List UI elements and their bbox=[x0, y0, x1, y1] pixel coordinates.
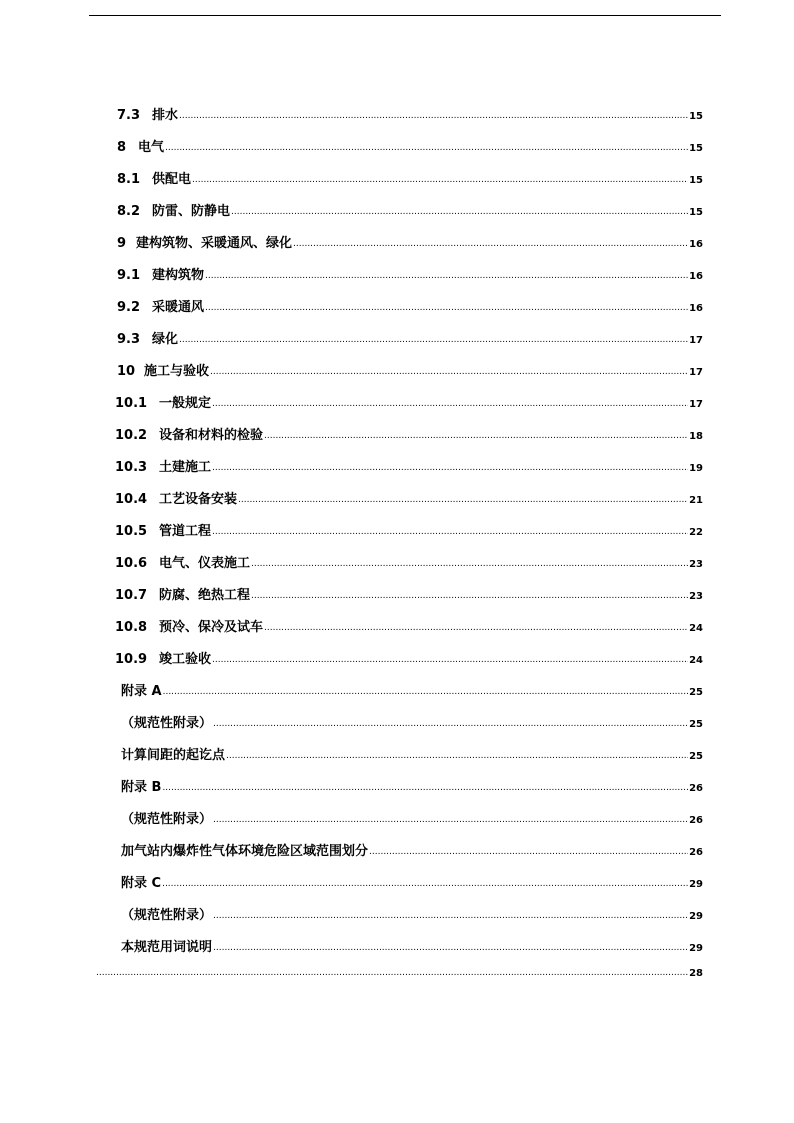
toc-dot-leader bbox=[212, 527, 688, 537]
toc-entry-number: 7.3 bbox=[117, 108, 141, 123]
toc-entry[interactable] bbox=[95, 968, 703, 990]
toc-entry-page: 16 bbox=[689, 271, 703, 282]
toc-entry-number: 10 bbox=[117, 364, 136, 379]
toc-entry[interactable] bbox=[117, 360, 703, 382]
toc-entry-page: 24 bbox=[689, 655, 703, 666]
toc-entry[interactable] bbox=[115, 520, 703, 542]
toc-entry-number: 10.3 bbox=[115, 460, 148, 475]
toc-entry-title: 供配电 bbox=[152, 172, 192, 187]
toc-entry[interactable] bbox=[115, 552, 703, 574]
toc-entry-page: 25 bbox=[689, 751, 703, 762]
toc-entry-title: 本规范用词说明 bbox=[121, 940, 213, 955]
toc-dot-leader bbox=[205, 303, 688, 313]
toc-entry-title: 建构筑物、采暖通风、绿化 bbox=[136, 236, 293, 251]
toc-entry-title: 电气、仪表施工 bbox=[159, 556, 251, 571]
toc-entry-title: 工艺设备安装 bbox=[159, 492, 238, 507]
toc-entry-page: 24 bbox=[689, 623, 703, 634]
toc-dot-leader bbox=[264, 623, 688, 633]
toc-entry[interactable] bbox=[121, 680, 703, 702]
toc-entry[interactable] bbox=[117, 200, 703, 222]
toc-entry-number: 10.9 bbox=[115, 652, 148, 667]
toc-entry-title: （规范性附录） bbox=[121, 908, 213, 923]
toc-entry[interactable] bbox=[117, 264, 703, 286]
toc-entry-title: 防腐、绝热工程 bbox=[159, 588, 251, 603]
toc-entry-page: 15 bbox=[689, 143, 703, 154]
toc-entry-title: 排水 bbox=[152, 108, 179, 123]
toc-entry-title: 竣工验收 bbox=[159, 652, 212, 667]
toc-entry[interactable] bbox=[121, 712, 703, 734]
toc-entry-page: 15 bbox=[689, 175, 703, 186]
toc-dot-leader bbox=[213, 943, 688, 953]
toc-entry[interactable] bbox=[117, 232, 703, 254]
toc-entry-number: 10.8 bbox=[115, 620, 148, 635]
toc-entry-page: 22 bbox=[689, 527, 703, 538]
toc-entry[interactable] bbox=[115, 616, 703, 638]
toc-dot-leader bbox=[179, 111, 688, 121]
toc-dot-leader bbox=[165, 143, 688, 153]
toc-entry-page: 25 bbox=[689, 687, 703, 698]
toc-dot-leader bbox=[212, 463, 688, 473]
toc-dot-leader bbox=[231, 207, 688, 217]
toc-entry-title: 预冷、保冷及试车 bbox=[159, 620, 264, 635]
toc-entry[interactable] bbox=[115, 392, 703, 414]
toc-entry-number: 9.2 bbox=[117, 300, 141, 315]
toc-entry-title: 设备和材料的检验 bbox=[159, 428, 264, 443]
toc-entry-title: 管道工程 bbox=[159, 524, 212, 539]
toc-dot-leader bbox=[162, 879, 688, 889]
toc-dot-leader bbox=[179, 335, 688, 345]
toc-dot-leader bbox=[162, 783, 688, 793]
toc-entry-number: 8.1 bbox=[117, 172, 141, 187]
toc-entry-title: （规范性附录） bbox=[121, 812, 213, 827]
toc-entry-page: 19 bbox=[689, 463, 703, 474]
toc-entry[interactable] bbox=[115, 424, 703, 446]
header-rule bbox=[89, 15, 721, 16]
toc-entry[interactable] bbox=[117, 104, 703, 126]
toc-entry[interactable] bbox=[117, 136, 703, 158]
toc-entry-number: 9.1 bbox=[117, 268, 141, 283]
toc-entry-number: 10.1 bbox=[115, 396, 148, 411]
toc-entry-page: 23 bbox=[689, 559, 703, 570]
toc-entry-title: 计算间距的起讫点 bbox=[121, 748, 226, 763]
toc-entry-page: 29 bbox=[689, 943, 703, 954]
toc-entry-title: （规范性附录） bbox=[121, 716, 213, 731]
toc-dot-leader bbox=[293, 239, 688, 249]
toc-entry-page: 28 bbox=[689, 968, 703, 979]
toc-dot-leader bbox=[212, 655, 688, 665]
toc-entry-title: 附录 B bbox=[121, 780, 162, 795]
toc-entry-page: 29 bbox=[689, 911, 703, 922]
toc-dot-leader bbox=[205, 271, 688, 281]
toc-dot-leader bbox=[213, 911, 688, 921]
toc-entry-title: 施工与验收 bbox=[144, 364, 210, 379]
toc-dot-leader bbox=[213, 815, 688, 825]
toc-dot-leader bbox=[213, 719, 688, 729]
toc-entry-page: 15 bbox=[689, 207, 703, 218]
toc-entry[interactable] bbox=[117, 168, 703, 190]
toc-entry-page: 23 bbox=[689, 591, 703, 602]
toc-entry-page: 26 bbox=[689, 815, 703, 826]
toc-dot-leader bbox=[192, 175, 688, 185]
toc-entry-page: 16 bbox=[689, 239, 703, 250]
toc-entry-number: 10.7 bbox=[115, 588, 148, 603]
toc-entry[interactable] bbox=[121, 808, 703, 830]
toc-dot-leader bbox=[251, 559, 688, 569]
toc-entry[interactable] bbox=[115, 488, 703, 510]
toc-entry[interactable] bbox=[115, 584, 703, 606]
toc-entry[interactable] bbox=[121, 744, 703, 766]
toc-entry[interactable] bbox=[115, 648, 703, 670]
toc-entry-page: 15 bbox=[689, 111, 703, 122]
toc-entry[interactable] bbox=[117, 328, 703, 350]
toc-entry-title: 绿化 bbox=[152, 332, 179, 347]
toc-entry-title: 土建施工 bbox=[159, 460, 212, 475]
toc-dot-leader bbox=[238, 495, 688, 505]
toc-entry-title: 建构筑物 bbox=[152, 268, 205, 283]
toc-entry-page: 26 bbox=[689, 847, 703, 858]
toc-entry-number: 8 bbox=[117, 140, 127, 155]
toc-entry-number: 9.3 bbox=[117, 332, 141, 347]
toc-entry-page: 17 bbox=[689, 399, 703, 410]
toc-dot-leader bbox=[163, 687, 688, 697]
toc-dot-leader bbox=[369, 847, 688, 857]
toc-entry-page: 25 bbox=[689, 719, 703, 730]
toc-entry-title: 加气站内爆炸性气体环境危险区域范围划分 bbox=[121, 844, 369, 859]
toc-entry-number: 10.2 bbox=[115, 428, 148, 443]
toc-entry-page: 18 bbox=[689, 431, 703, 442]
toc-entry[interactable] bbox=[121, 872, 703, 894]
toc-entry-page: 17 bbox=[689, 335, 703, 346]
toc-dot-leader bbox=[226, 751, 688, 761]
toc-dot-leader bbox=[251, 591, 688, 601]
toc-entry[interactable] bbox=[117, 296, 703, 318]
toc-entry-title: 附录 C bbox=[121, 876, 162, 891]
toc-entry-title: 一般规定 bbox=[159, 396, 212, 411]
toc-entry-page: 26 bbox=[689, 783, 703, 794]
toc-entry[interactable] bbox=[121, 936, 703, 958]
toc-entry-title: 附录 A bbox=[121, 684, 162, 699]
toc-dot-leader bbox=[210, 367, 688, 377]
toc-entry[interactable] bbox=[121, 776, 703, 798]
toc-entry-page: 29 bbox=[689, 879, 703, 890]
toc-entry-number: 10.6 bbox=[115, 556, 148, 571]
toc-entry-title: 防雷、防静电 bbox=[152, 204, 231, 219]
toc-entry-number: 9 bbox=[117, 236, 127, 251]
toc-entry[interactable] bbox=[121, 904, 703, 926]
toc-entry[interactable] bbox=[121, 840, 703, 862]
toc-entry-page: 21 bbox=[689, 495, 703, 506]
toc-dot-leader bbox=[264, 431, 688, 441]
toc-entry-number: 10.5 bbox=[115, 524, 148, 539]
toc-entry-title: 电气 bbox=[138, 140, 165, 155]
toc-entry-title: 采暖通风 bbox=[152, 300, 205, 315]
toc-entry-page: 16 bbox=[689, 303, 703, 314]
toc-dot-leader bbox=[212, 399, 688, 409]
toc-entry-number: 10.4 bbox=[115, 492, 148, 507]
toc-dot-leader bbox=[96, 968, 688, 978]
toc-entry[interactable] bbox=[115, 456, 703, 478]
toc-entry-number: 8.2 bbox=[117, 204, 141, 219]
toc-entry-page: 17 bbox=[689, 367, 703, 378]
